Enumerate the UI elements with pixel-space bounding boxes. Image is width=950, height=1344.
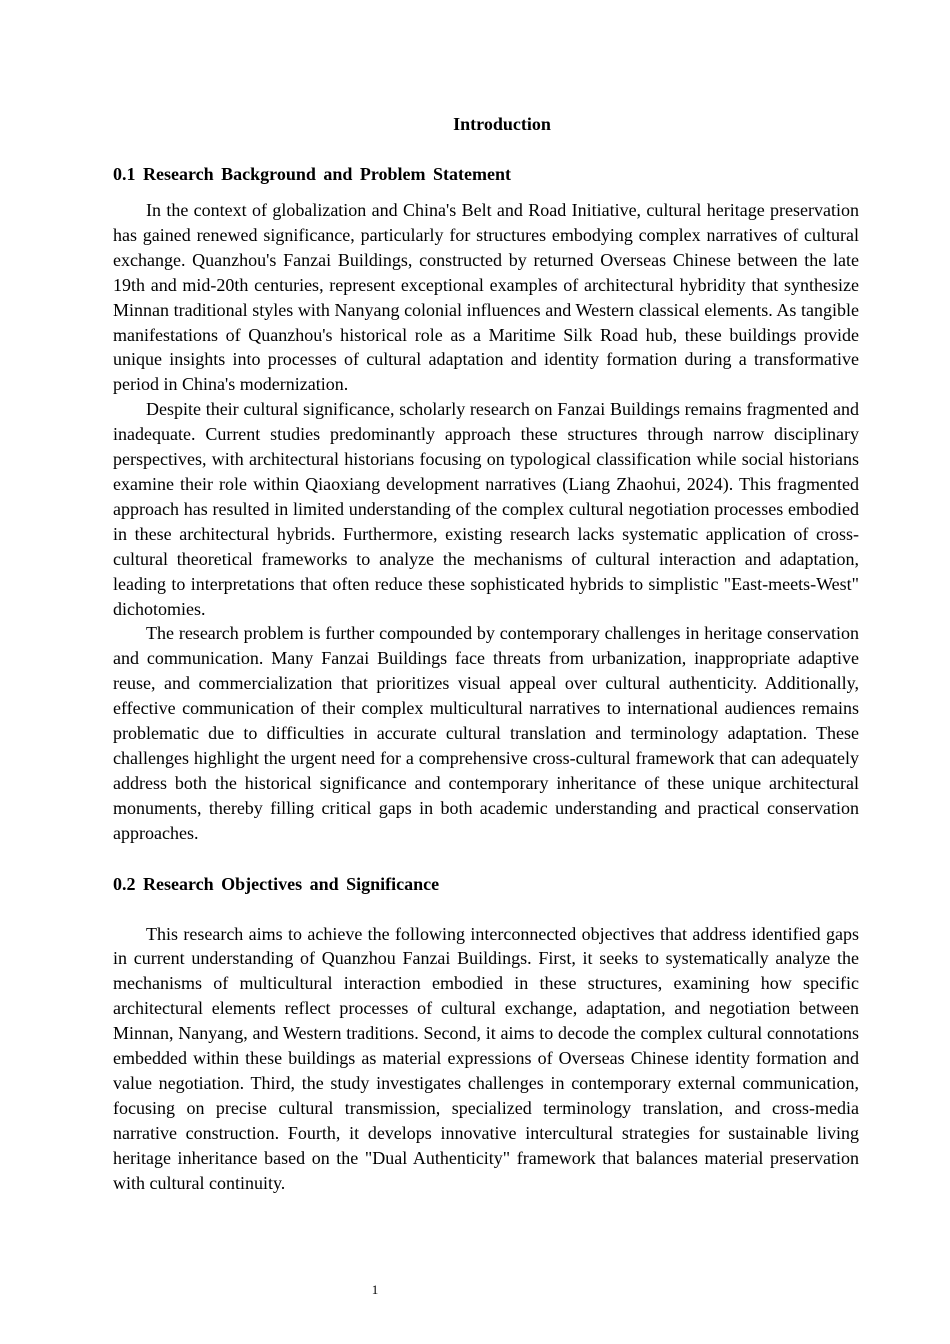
paragraph-background-3: The research problem is further compounded by contemporary challenges in heritage conservation and communication. Many Fanzai Buildings face threats from urbanization, inappropriate adaptive reuse, and commercialization that prioritizes visual appeal over cultural authenticity. Additionally, effective communication of their complex multicultural narratives to international audiences remains problematic due to difficulties in accurate cultural translation and terminology adaptation. These challenges highlight the urgent need for a comprehensive cross-cultural framework that can adequately address both the historical significance and contemporary inheritance of these unique architectural monuments, thereby filling critical gaps in both academic understanding and practical conservation approaches. bbox=[113, 623, 859, 843]
page-title: Introduction bbox=[453, 114, 551, 134]
paragraph-objectives-1: This research aims to achieve the following interconnected objectives that address identified gaps in current understanding of Quanzhou Fanzai Buildings. First, it seeks to systematically analyze the mechanisms of multicultural interaction embodied in these structures, examining how specific architectural elements reflect processes of cultural exchange, adaptation, and negotiation between Minnan, Nanyang, and Western traditions. Second, it aims to decode the complex cultural connotations embedded within these buildings as material expressions of Overseas Chinese identity formation and value negotiation. Third, the study investigates challenges in contemporary external communication, focusing on precise cultural transmission, specialized terminology translation, and cross-media narrative construction. Fourth, it develops innovative intercultural strategies for sustainable living heritage inheritance based on the "Dual Authenticity" framework that balances material preservation with cultural continuity. bbox=[113, 923, 859, 1193]
paragraph-background-1: In the context of globalization and China's Belt and Road Initiative, cultural heritage preservation has gained renewed significance, particularly for structures embodying complex narratives of cultural exchange. Quanzhou's Fanzai Buildings, constructed by returned Overseas Chinese between the late 19th and mid-20th centuries, represent exceptional examples of architectural hybridity that synthesize Minnan traditional styles with Nanyang colonial influences and Western classical elements. As tangible manifestations of Quanzhou's historical role as a Maritime Silk Road hub, these buildings provide unique insights into processes of cultural adaptation and identity formation during a transformative period in China's modernization. bbox=[113, 200, 859, 395]
page-number: 1 bbox=[371, 1282, 379, 1297]
document-page bbox=[113, 112, 859, 1196]
paragraph-background-2: Despite their cultural significance, scholarly research on Fanzai Buildings remains fragmented and inadequate. Current studies predominantly approach these structures through narrow disciplinary perspectives, with architectural historians focusing on typological classification while social historians examine their role within Qiaoxiang development narratives (Liang Zhaohui, 2024). This fragmented approach has resulted in limited understanding of the complex cultural negotiation processes embodied in these architectural hybrids. Furthermore, existing research lacks systematic application of cross-cultural theoretical frameworks to analyze the mechanisms of cultural interaction and adaptation, leading to interpretations that often reduce these sophisticated hybrids to simplistic "East-meets-West" dichotomies. bbox=[113, 399, 859, 619]
section-heading-objectives: 0.2 Research Objectives and Significance bbox=[113, 873, 440, 894]
section-heading-background: 0.1 Research Background and Problem Statement bbox=[113, 164, 512, 184]
